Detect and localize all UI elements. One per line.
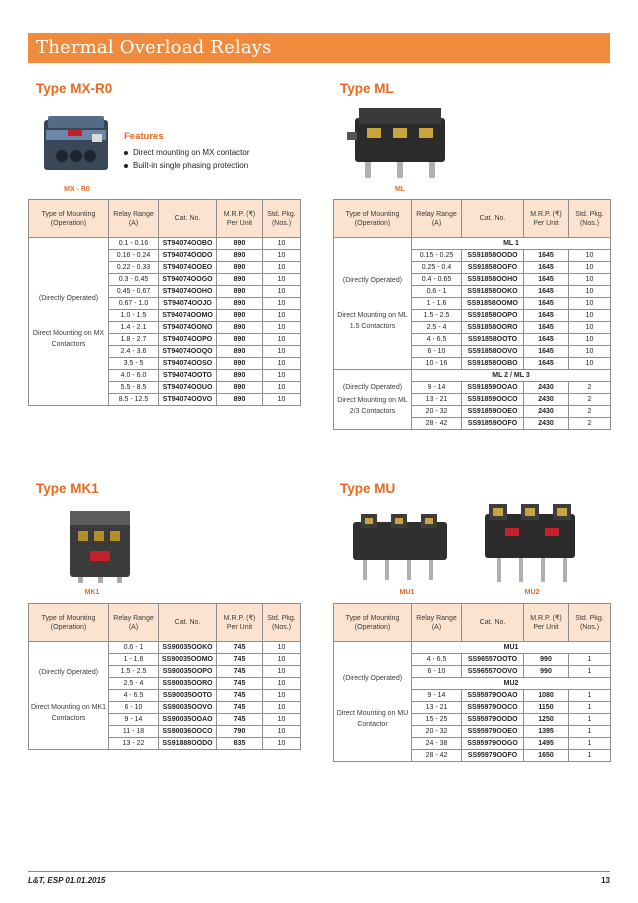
operation-type: (Directly Operated) (342, 277, 403, 284)
cat-no-cell: SS91859OOEO (462, 406, 524, 418)
std-pkg-cell: 10 (263, 394, 301, 406)
cat-no-cell: SS95979OOGO (462, 738, 524, 750)
cat-no-cell: SS91888OODO (159, 738, 217, 750)
mrp-cell: 890 (217, 274, 263, 286)
relay-range-cell: 5.5 - 8.5 (109, 382, 159, 394)
section-title-mu: Type MU (340, 481, 396, 496)
cat-no-cell: SS95979OOAO (462, 690, 524, 702)
relay-range-cell: 4.0 - 6.0 (109, 370, 159, 382)
cat-no-cell: SS96557OOTO (462, 654, 524, 666)
std-pkg-cell: 1 (569, 714, 611, 726)
cat-no-cell: ST94074OOHO (159, 286, 217, 298)
mounting-cell (29, 642, 109, 750)
mrp-cell: 745 (217, 714, 263, 726)
mrp-cell: 890 (217, 334, 263, 346)
relay-range-cell: 4 - 6.5 (109, 690, 159, 702)
header-mrp: M.R.P. (₹) Per Unit (524, 604, 569, 642)
operation-type: (Directly Operated) (342, 675, 403, 682)
mrp-cell: 745 (217, 690, 263, 702)
std-pkg-cell: 1 (569, 654, 611, 666)
std-pkg-cell: 10 (263, 310, 301, 322)
std-pkg-cell: 10 (263, 298, 301, 310)
relay-range-cell: 20 - 32 (412, 406, 462, 418)
header-mrp: M.R.P. (₹) Per Unit (524, 200, 569, 238)
operation-type: (Directly Operated) (38, 669, 99, 676)
std-pkg-cell: 1 (569, 750, 611, 762)
feature-item: Direct mounting on MX contactor (124, 146, 250, 159)
std-pkg-cell: 10 (569, 322, 611, 334)
std-pkg-cell: 10 (263, 702, 301, 714)
header-range: Relay Range (A) (412, 604, 462, 642)
std-pkg-cell: 1 (569, 666, 611, 678)
relay-range-cell: 0.15 - 0.25 (412, 250, 462, 262)
section-title-mxr0: Type MX-R0 (36, 81, 113, 96)
header-mrp: M.R.P. (₹) Per Unit (217, 604, 263, 642)
mrp-cell: 1645 (524, 274, 569, 286)
cat-no-cell: SS91858OOFO (462, 262, 524, 274)
relay-range-cell: 0.16 - 0.24 (109, 250, 159, 262)
footer-rule (28, 871, 610, 872)
mrp-cell: 1495 (524, 738, 569, 750)
cat-no-cell: SS90035OOKO (159, 642, 217, 654)
relay-range-cell: 9 - 14 (412, 382, 462, 394)
mrp-cell: 890 (217, 298, 263, 310)
ml-product-image (345, 98, 455, 182)
page-number: 13 (601, 876, 610, 885)
relay-range-cell: 24 - 38 (412, 738, 462, 750)
std-pkg-cell: 10 (263, 334, 301, 346)
subheader-row (334, 642, 611, 654)
std-pkg-cell: 10 (263, 262, 301, 274)
caption-mu1: MU1 (399, 589, 415, 596)
operation-type: (Directly Operated) (342, 384, 403, 391)
header-range: Relay Range (A) (412, 200, 462, 238)
mrp-cell: 745 (217, 702, 263, 714)
cat-no-cell: SS91858OOKO (462, 286, 524, 298)
cat-no-cell: SS95979OODO (462, 714, 524, 726)
std-pkg-cell: 10 (263, 250, 301, 262)
std-pkg-cell: 2 (569, 394, 611, 406)
table-mxr0 (28, 199, 301, 406)
relay-range-cell: 10 - 16 (412, 358, 462, 370)
mrp-cell: 890 (217, 250, 263, 262)
mrp-cell: 1250 (524, 714, 569, 726)
std-pkg-cell: 10 (569, 334, 611, 346)
relay-range-cell: 2.4 - 3.6 (109, 346, 159, 358)
mrp-cell: 1650 (524, 750, 569, 762)
relay-range-cell: 0.1 - 0.16 (109, 238, 159, 250)
mk1-product-image (64, 505, 136, 585)
mounting-cell (29, 238, 109, 406)
subheader-cell: ML 1 (412, 238, 611, 250)
mounting-cell (334, 642, 412, 762)
relay-range-cell: 6 - 10 (412, 346, 462, 358)
std-pkg-cell: 10 (569, 358, 611, 370)
mrp-cell: 890 (217, 238, 263, 250)
relay-range-cell: 0.67 - 1.0 (109, 298, 159, 310)
cat-no-cell: SS90035OOMO (159, 654, 217, 666)
cat-no-cell: SS90035OOVO (159, 702, 217, 714)
mrp-cell: 890 (217, 382, 263, 394)
caption-mu2: MU2 (524, 589, 540, 596)
std-pkg-cell: 10 (569, 310, 611, 322)
std-pkg-cell: 10 (263, 274, 301, 286)
cat-no-cell: SS95979OOFO (462, 750, 524, 762)
std-pkg-cell: 10 (569, 262, 611, 274)
std-pkg-cell: 2 (569, 418, 611, 430)
std-pkg-cell: 10 (263, 322, 301, 334)
cat-no-cell: SS91858OOHO (462, 274, 524, 286)
std-pkg-cell: 10 (263, 370, 301, 382)
relay-range-cell: 0.22 - 0.33 (109, 262, 159, 274)
mu1-product-image (345, 508, 455, 584)
features-box (124, 131, 250, 172)
relay-range-cell: 0.6 - 1 (109, 642, 159, 654)
header-cat: Cat. No. (462, 604, 524, 642)
cat-no-cell: SS91859OOFO (462, 418, 524, 430)
cat-no-cell: ST94074OOBO (159, 238, 217, 250)
table-row (29, 642, 301, 654)
cat-no-cell: SS90035OOTO (159, 690, 217, 702)
std-pkg-cell: 10 (263, 666, 301, 678)
cat-no-cell: SS90035OOAO (159, 714, 217, 726)
mrp-cell: 2430 (524, 394, 569, 406)
std-pkg-cell: 1 (569, 726, 611, 738)
relay-range-cell: 0.25 - 0.4 (412, 262, 462, 274)
cat-no-cell: ST94074OOJO (159, 298, 217, 310)
mounting-type: Direct Mounting on MX Contactors (32, 330, 105, 348)
mrp-cell: 835 (217, 738, 263, 750)
mrp-cell: 745 (217, 678, 263, 690)
relay-range-cell: 9 - 14 (109, 714, 159, 726)
table-ml (333, 199, 611, 430)
cat-no-cell: ST94074OOPO (159, 334, 217, 346)
cat-no-cell: ST94074OOUO (159, 382, 217, 394)
header-mounting: Type of Mounting (Operation) (334, 200, 412, 238)
relay-range-cell: 0.6 - 1 (412, 286, 462, 298)
mxr0-product-image (38, 112, 114, 176)
std-pkg-cell: 10 (263, 714, 301, 726)
mrp-cell: 890 (217, 370, 263, 382)
mrp-cell: 1645 (524, 334, 569, 346)
std-pkg-cell: 1 (569, 702, 611, 714)
mrp-cell: 1645 (524, 298, 569, 310)
mrp-cell: 745 (217, 654, 263, 666)
relay-range-cell: 1 - 1.6 (412, 298, 462, 310)
mrp-cell: 890 (217, 346, 263, 358)
cat-no-cell: SS91858OORO (462, 322, 524, 334)
relay-range-cell: 28 - 42 (412, 418, 462, 430)
cat-no-cell: ST94074OONO (159, 322, 217, 334)
top-margin (0, 0, 638, 30)
relay-range-cell: 4 - 6.5 (412, 334, 462, 346)
cat-no-cell: SS91858OOPO (462, 310, 524, 322)
header-cat: Cat. No. (462, 200, 524, 238)
relay-range-cell: 0.3 - 0.45 (109, 274, 159, 286)
relay-range-cell: 0.4 - 0.65 (412, 274, 462, 286)
std-pkg-cell: 10 (569, 274, 611, 286)
std-pkg-cell: 10 (263, 678, 301, 690)
header-pkg: Std. Pkg. (Nos.) (263, 604, 301, 642)
relay-range-cell: 1.5 - 2.5 (109, 666, 159, 678)
cat-no-cell: SS91858OOBO (462, 358, 524, 370)
subheader-cell: ML 2 / ML 3 (412, 370, 611, 382)
mrp-cell: 745 (217, 642, 263, 654)
relay-range-cell: 1 - 1.6 (109, 654, 159, 666)
std-pkg-cell: 10 (263, 738, 301, 750)
mrp-cell: 1395 (524, 726, 569, 738)
table-mu (333, 603, 611, 762)
std-pkg-cell: 10 (569, 250, 611, 262)
mrp-cell: 2430 (524, 418, 569, 430)
relay-range-cell: 6 - 10 (412, 666, 462, 678)
mrp-cell: 1645 (524, 250, 569, 262)
cat-no-cell: SS91859OOAO (462, 382, 524, 394)
footer-text: L&T, ESP 01.01.2015 (28, 876, 106, 885)
cat-no-cell: ST94074OOTO (159, 370, 217, 382)
std-pkg-cell: 10 (263, 358, 301, 370)
cat-no-cell: SS91858OOVO (462, 346, 524, 358)
cat-no-cell: SS90035OORO (159, 678, 217, 690)
mu2-product-image (475, 500, 585, 586)
std-pkg-cell: 10 (569, 298, 611, 310)
mounting-type: Direct Mounting on ML 1.5 Contactors (337, 312, 408, 330)
mrp-cell: 2430 (524, 382, 569, 394)
table-mk1 (28, 603, 301, 750)
cat-no-cell: SS90036OOCO (159, 726, 217, 738)
subheader-cell: MU1 (412, 642, 611, 654)
mrp-cell: 1645 (524, 322, 569, 334)
header-mounting: Type of Mounting (Operation) (29, 200, 109, 238)
header-range: Relay Range (A) (109, 604, 159, 642)
relay-range-cell: 11 - 18 (109, 726, 159, 738)
std-pkg-cell: 10 (263, 642, 301, 654)
relay-range-cell: 3.5 - 5 (109, 358, 159, 370)
std-pkg-cell: 10 (263, 346, 301, 358)
relay-range-cell: 20 - 32 (412, 726, 462, 738)
mrp-cell: 990 (524, 666, 569, 678)
caption-mxr0: MX - R0 (64, 186, 90, 193)
cat-no-cell: ST94074OODO (159, 250, 217, 262)
std-pkg-cell: 2 (569, 382, 611, 394)
subheader-row (334, 238, 611, 250)
mrp-cell: 990 (524, 654, 569, 666)
cat-no-cell: SS91858OOTO (462, 334, 524, 346)
relay-range-cell: 6 - 10 (109, 702, 159, 714)
std-pkg-cell: 1 (569, 738, 611, 750)
relay-range-cell: 13 - 21 (412, 394, 462, 406)
mrp-cell: 1645 (524, 358, 569, 370)
cat-no-cell: SS95979OOEO (462, 726, 524, 738)
mounting-type: Direct Mounting on MK1 Contactors (30, 704, 107, 722)
relay-range-cell: 15 - 25 (412, 714, 462, 726)
features-list (124, 146, 250, 172)
mrp-cell: 890 (217, 310, 263, 322)
mrp-cell: 890 (217, 358, 263, 370)
operation-type: (Directly Operated) (38, 295, 99, 302)
relay-range-cell: 0.45 - 0.67 (109, 286, 159, 298)
relay-range-cell: 13 - 21 (412, 702, 462, 714)
relay-range-cell: 13 - 22 (109, 738, 159, 750)
cat-no-cell: ST94074OOSO (159, 358, 217, 370)
mounting-cell (334, 370, 412, 430)
caption-ml: ML (394, 186, 406, 193)
header-cat: Cat. No. (159, 604, 217, 642)
mounting-cell (334, 238, 412, 370)
mrp-cell: 790 (217, 726, 263, 738)
section-title-mk1: Type MK1 (36, 481, 99, 496)
relay-range-cell: 1.4 - 2.1 (109, 322, 159, 334)
relay-range-cell: 2.5 - 4 (412, 322, 462, 334)
title-bar (28, 33, 610, 63)
subheader-cell: MU2 (412, 678, 611, 690)
cat-no-cell: SS96557OOVO (462, 666, 524, 678)
section-title-ml: Type ML (340, 81, 394, 96)
mrp-cell: 890 (217, 262, 263, 274)
caption-mk1: MK1 (84, 589, 100, 596)
header-mrp: M.R.P. (₹) Per Unit (217, 200, 263, 238)
mrp-cell: 1150 (524, 702, 569, 714)
std-pkg-cell: 1 (569, 690, 611, 702)
header-mounting: Type of Mounting (Operation) (334, 604, 412, 642)
std-pkg-cell: 10 (263, 382, 301, 394)
std-pkg-cell: 10 (569, 286, 611, 298)
mrp-cell: 1645 (524, 310, 569, 322)
std-pkg-cell: 10 (263, 690, 301, 702)
std-pkg-cell: 10 (263, 286, 301, 298)
std-pkg-cell: 10 (569, 346, 611, 358)
header-pkg: Std. Pkg. (Nos.) (263, 200, 301, 238)
mrp-cell: 890 (217, 286, 263, 298)
header-range: Relay Range (A) (109, 200, 159, 238)
header-pkg: Std. Pkg. (Nos.) (569, 604, 611, 642)
mrp-cell: 890 (217, 394, 263, 406)
mrp-cell: 1645 (524, 346, 569, 358)
mrp-cell: 1645 (524, 286, 569, 298)
cat-no-cell: SS91859OOCO (462, 394, 524, 406)
std-pkg-cell: 10 (263, 654, 301, 666)
features-title: Features (124, 131, 164, 142)
std-pkg-cell: 2 (569, 406, 611, 418)
cat-no-cell: ST94074OOQO (159, 346, 217, 358)
header-mounting: Type of Mounting (Operation) (29, 604, 109, 642)
cat-no-cell: ST94074OOEO (159, 262, 217, 274)
mrp-cell: 890 (217, 322, 263, 334)
cat-no-cell: ST94074OOGO (159, 274, 217, 286)
relay-range-cell: 8.5 - 12.5 (109, 394, 159, 406)
page-title: Thermal Overload Relays (36, 37, 272, 58)
relay-range-cell: 1.0 - 1.5 (109, 310, 159, 322)
subheader-row (334, 370, 611, 382)
relay-range-cell: 1.5 - 2.5 (412, 310, 462, 322)
header-cat: Cat. No. (159, 200, 217, 238)
header-pkg: Std. Pkg. (Nos.) (569, 200, 611, 238)
relay-range-cell: 9 - 14 (412, 690, 462, 702)
cat-no-cell: ST94074OOVO (159, 394, 217, 406)
cat-no-cell: SS91858OOMO (462, 298, 524, 310)
relay-range-cell: 4 - 6.5 (412, 654, 462, 666)
std-pkg-cell: 10 (263, 726, 301, 738)
relay-range-cell: 28 - 42 (412, 750, 462, 762)
mrp-cell: 1080 (524, 690, 569, 702)
feature-item: Built-in single phasing protection (124, 159, 250, 172)
cat-no-cell: SS91858OODO (462, 250, 524, 262)
mounting-type: Direct Mounting on MU Contactor (336, 710, 409, 728)
mrp-cell: 2430 (524, 406, 569, 418)
cat-no-cell: ST94074OOMO (159, 310, 217, 322)
mounting-type: Direct Mounting on ML 2/3 Contactors (337, 397, 408, 415)
relay-range-cell: 1.8 - 2.7 (109, 334, 159, 346)
table-row (29, 238, 301, 250)
mrp-cell: 1645 (524, 262, 569, 274)
relay-range-cell: 2.5 - 4 (109, 678, 159, 690)
cat-no-cell: SS95979OOCO (462, 702, 524, 714)
mrp-cell: 745 (217, 666, 263, 678)
cat-no-cell: SS90035OOPO (159, 666, 217, 678)
std-pkg-cell: 10 (263, 238, 301, 250)
